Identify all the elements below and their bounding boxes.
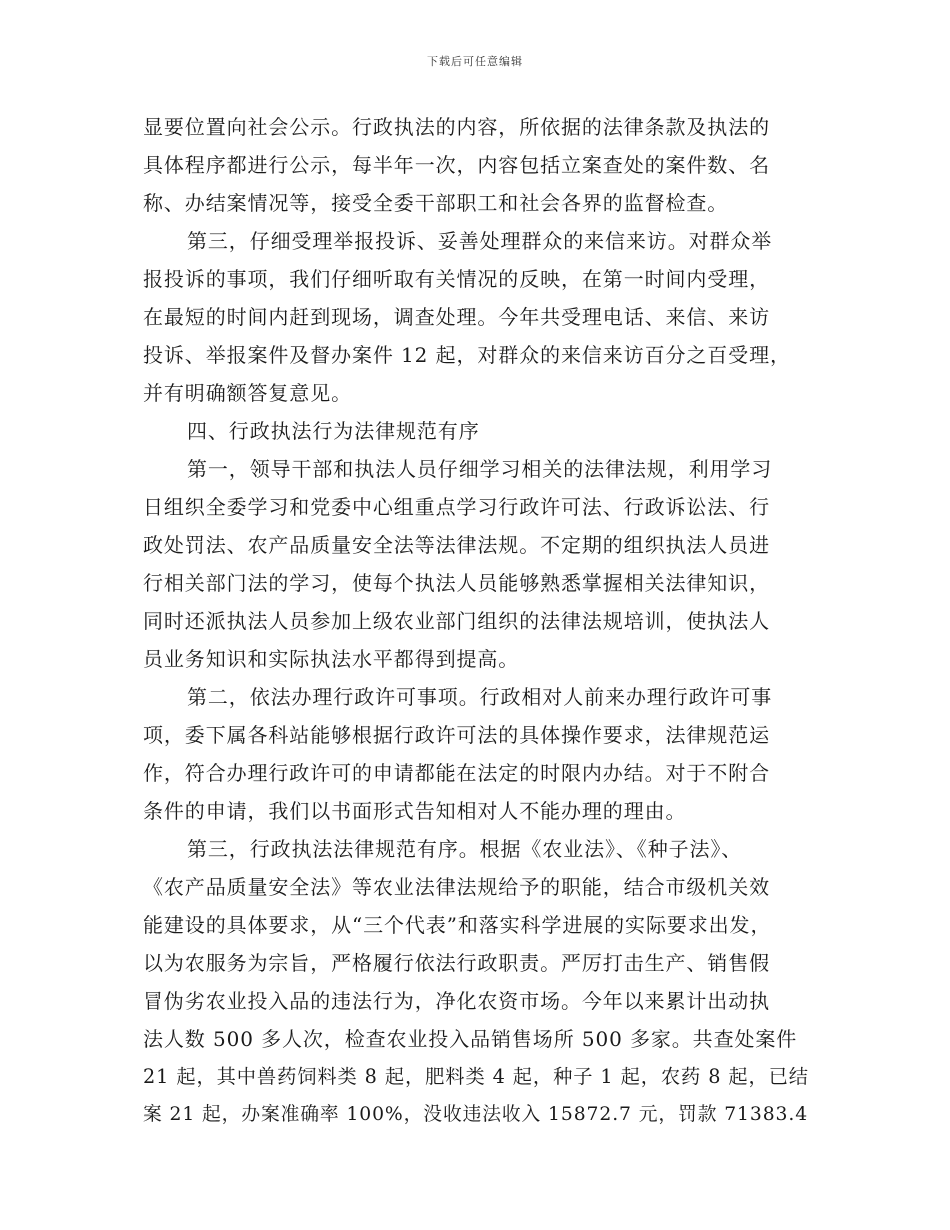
- text-line: 项，委下属各科站能够根据行政许可法的具体操作要求，法律规范运: [143, 723, 770, 747]
- text-line: 行相关部门法的学习，使每个执法人员能够熟悉掌握相关法律知识，: [143, 571, 770, 595]
- text-line: 报投诉的事项，我们仔细听取有关情况的反映，在第一时间内受理，: [143, 267, 770, 291]
- text-line: 21 起，其中兽药饲料类 8 起，肥料类 4 起，种子 1 起，农药 8 起，已结: [143, 1065, 809, 1088]
- text-line: 作，符合办理行政许可的申请都能在法定的时限内办结。对于不附合: [143, 761, 770, 785]
- text-line: 条件的申请，我们以书面形式告知相对人不能办理的理由。: [143, 799, 687, 823]
- text-line: 能建设的具体要求，从“三个代表”和落实科学进展的实际要求出发，: [143, 913, 772, 937]
- text-line: 日组织全委学习和党委中心组重点学习行政许可法、行政诉讼法、行: [143, 495, 770, 519]
- page-header: 下载后可任意编辑: [427, 55, 523, 68]
- text-line: 第二，依法办理行政许可事项。行政相对人前来办理行政许可事: [187, 685, 773, 709]
- text-line: 称、办结案情况等，接受全委干部职工和社会各界的监督检查。: [143, 191, 729, 215]
- text-line: 并有明确额答复意见。: [143, 381, 352, 405]
- document-body: [143, 108, 808, 1134]
- text-line: 同时还派执法人员参加上级农业部门组织的法律法规培训，使执法人: [143, 609, 770, 633]
- text-line: 第三，行政执法法律规范有序。根据《农业法》、《种子法》、: [187, 837, 743, 861]
- text-line: 冒伪劣农业投入品的违法行为，净化农资市场。今年以来累计出动执: [143, 989, 770, 1013]
- text-line: 投诉、举报案件及督办案件 12 起，对群众的来信来访百分之百受理，: [143, 343, 791, 367]
- text-line: 法人数 500 多人次，检查农业投入品销售场所 500 多家。共查处案件: [143, 1027, 798, 1051]
- text-line: 在最短的时间内赶到现场，调查处理。今年共受理电话、来信、来访: [143, 305, 770, 329]
- text-line: 显要位置向社会公示。行政执法的内容，所依据的法律条款及执法的: [143, 115, 770, 139]
- text-line: 以为农服务为宗旨，严格履行依法行政职责。严厉打击生产、销售假: [143, 951, 770, 975]
- text-line: 员业务知识和实际执法水平都得到提高。: [143, 647, 520, 671]
- text-line: 四、行政执法行为法律规范有序: [187, 419, 480, 443]
- text-line: 第三，仔细受理举报投诉、妥善处理群众的来信来访。对群众举: [187, 229, 773, 253]
- text-line: 《农产品质量安全法》等农业法律法规给予的职能，结合市级机关效: [143, 875, 770, 899]
- text-line: 具体程序都进行公示，每半年一次，内容包括立案查处的案件数、名: [143, 153, 770, 177]
- text-line: 案 21 起，办案准确率 100%，没收违法收入 15872.7 元，罚款 71383.4: [143, 1104, 809, 1125]
- text-line: 第一，领导干部和执法人员仔细学习相关的法律法规，利用学习: [187, 457, 773, 481]
- text-line: 政处罚法、农产品质量安全法等法律法规。不定期的组织执法人员进: [143, 533, 770, 557]
